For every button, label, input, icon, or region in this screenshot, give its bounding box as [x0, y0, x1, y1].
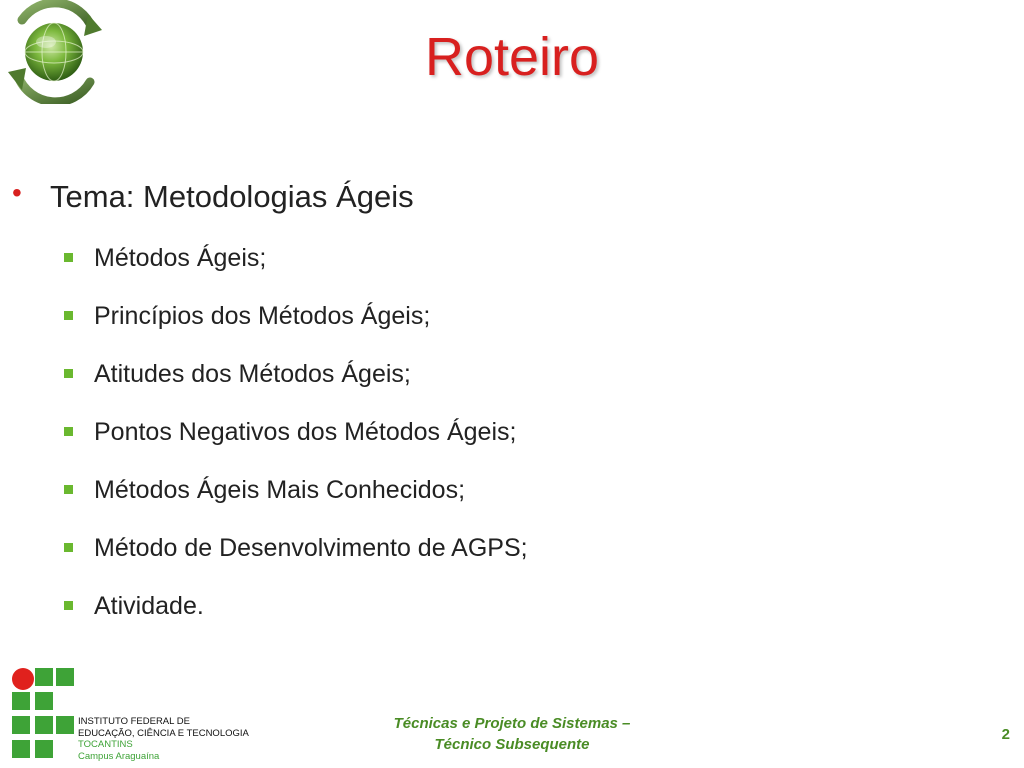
main-bullet-item — [0, 175, 1024, 221]
slide-title: Roteiro — [424, 27, 600, 87]
sub-bullet-text: Pontos Negativos dos Métodos Ágeis; — [94, 418, 517, 446]
if-logo-square — [12, 692, 30, 710]
if-logo-square — [35, 692, 53, 710]
sub-bullet-text: Método de Desenvolvimento de AGPS; — [94, 534, 528, 562]
green-square-bullet-icon — [64, 485, 73, 494]
institution-line: INSTITUTO FEDERAL DE — [78, 716, 190, 727]
green-square-bullet-icon — [64, 311, 73, 320]
if-logo-square — [35, 668, 53, 686]
if-logo-square — [56, 668, 74, 686]
if-logo-square — [12, 716, 30, 734]
if-logo-dot — [12, 668, 34, 690]
green-square-bullet-icon — [64, 369, 73, 378]
main-bullet-text: Tema: Metodologias Ágeis — [50, 179, 414, 214]
sub-bullet-text: Atividade. — [94, 592, 204, 620]
green-square-bullet-icon — [64, 601, 73, 610]
sub-bullet-item — [0, 299, 1024, 357]
if-logo-square — [12, 740, 30, 758]
sub-bullet-item — [0, 531, 1024, 589]
footer-course-line: Técnicas e Projeto de Sistemas – — [393, 715, 631, 732]
if-logo-icon — [12, 668, 76, 760]
footer-course — [350, 713, 674, 755]
page-number: 2 — [1001, 726, 1010, 743]
sub-bullet-text: Métodos Ágeis; — [94, 244, 267, 272]
sub-bullet-text: Princípios dos Métodos Ágeis; — [94, 302, 431, 330]
if-logo-square — [35, 716, 53, 734]
sub-bullet-item — [0, 473, 1024, 531]
institution-name — [78, 716, 249, 762]
institution-state: TOCANTINS — [78, 739, 133, 750]
if-logo-square — [35, 740, 53, 758]
green-square-bullet-icon — [64, 253, 73, 262]
sub-bullet-text: Atitudes dos Métodos Ágeis; — [94, 360, 411, 388]
sub-bullet-item — [0, 589, 1024, 647]
footer-course-line: Técnico Subsequente — [434, 736, 590, 753]
red-bullet-icon: • — [12, 177, 22, 208]
sub-bullet-item — [0, 241, 1024, 299]
sub-bullet-item — [0, 357, 1024, 415]
green-square-bullet-icon — [64, 427, 73, 436]
sub-bullet-item — [0, 415, 1024, 473]
sub-bullet-text: Métodos Ágeis Mais Conhecidos; — [94, 476, 466, 504]
institution-campus: Campus Araguaína — [78, 750, 160, 762]
green-square-bullet-icon — [64, 543, 73, 552]
if-logo-square — [56, 716, 74, 734]
slide-content — [0, 175, 1024, 647]
institution-line: EDUCAÇÃO, CIÊNCIA E TECNOLOGIA — [78, 727, 249, 739]
